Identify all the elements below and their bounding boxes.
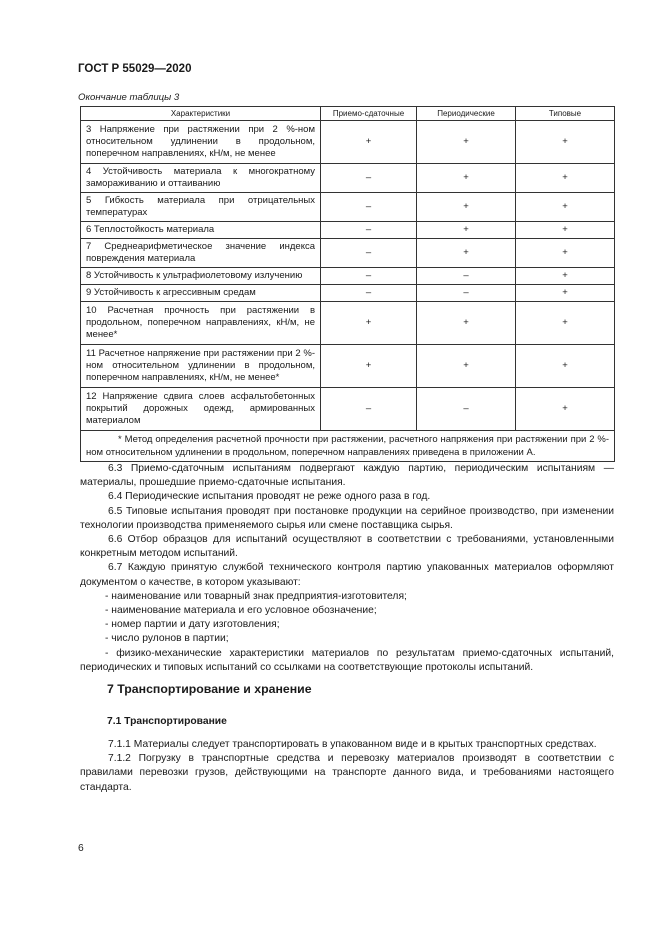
characteristic-cell: 8 Устойчивость к ультрафиолетовому излучению	[81, 268, 321, 285]
type-test-mark: +	[516, 388, 615, 431]
page-number: 6	[78, 843, 84, 854]
characteristic-cell: 11 Расчетное напряжение при растяжении при 2 %-ном относительном удлинении в продольном, поперечном направлениях, кН/м, не менее*	[81, 345, 321, 388]
section-7-text	[80, 738, 614, 795]
table-row	[81, 285, 615, 302]
list-item: - номер партии и дату изготовления;	[105, 619, 280, 631]
paragraph-6-7: 6.7 Каждую принятую службой технического контроля партию упакованных материалов оформляют документом о качестве, в котором указывают:	[80, 562, 614, 588]
column-header: Типовые	[516, 107, 615, 121]
section-6-text	[80, 462, 614, 675]
acceptance-mark: –	[321, 222, 417, 239]
column-header: Периодические	[417, 107, 516, 121]
type-test-mark: +	[516, 239, 615, 268]
type-test-mark: +	[516, 222, 615, 239]
list-item: - физико-механические характеристики материалов по результатам приемо-сдаточных испытаний, периодических и типовых испытаний со ссылками на соответствующие протоколы испытаний.	[80, 647, 614, 673]
type-test-mark: +	[516, 164, 615, 193]
periodic-mark: –	[417, 268, 516, 285]
characteristic-cell: 9 Устойчивость к агрессивным средам	[81, 285, 321, 302]
paragraph-7-1-1: 7.1.1 Материалы следует транспортировать в упакованном виде и в крытых транспортных средствах.	[108, 739, 597, 750]
characteristic-cell: 12 Напряжение сдвига слоев асфальтобетонных покрытий дорожных одежд, армированных материалом	[81, 388, 321, 431]
periodic-mark: +	[417, 239, 516, 268]
table-footnote-row	[81, 431, 615, 462]
acceptance-mark: +	[321, 121, 417, 164]
table-caption: Окончание таблицы 3	[78, 92, 180, 103]
type-test-mark: +	[516, 302, 615, 345]
list-item: - наименование материала и его условное обозначение;	[105, 605, 377, 617]
table-row	[81, 193, 615, 222]
table-row	[81, 164, 615, 193]
periodic-mark: +	[417, 302, 516, 345]
paragraph-6-3: 6.3 Приемо-сдаточным испытаниям подвергают каждую партию, периодическим испытаниям — материалы, прошедшие приемо-сдаточные испытания.	[80, 463, 614, 489]
acceptance-mark: –	[321, 164, 417, 193]
characteristics-table	[80, 106, 615, 462]
acceptance-mark: –	[321, 193, 417, 222]
characteristic-cell: 3 Напряжение при растяжении при 2 %-ном относительном удлинении в продольном, поперечном направлениях, кН/м, не менее	[81, 121, 321, 164]
acceptance-mark: –	[321, 285, 417, 302]
characteristic-cell: 6 Теплостойкость материала	[81, 222, 321, 239]
periodic-mark: +	[417, 345, 516, 388]
periodic-mark: –	[417, 388, 516, 431]
paragraph-6-4: 6.4 Периодические испытания проводят не реже одного раза в год.	[108, 491, 431, 503]
table-row	[81, 302, 615, 345]
acceptance-mark: +	[321, 345, 417, 388]
table-header-row	[81, 107, 615, 121]
acceptance-mark: +	[321, 302, 417, 345]
acceptance-mark: –	[321, 388, 417, 431]
type-test-mark: +	[516, 268, 615, 285]
list-item: - наименование или товарный знак предприятия-изготовителя;	[105, 590, 407, 602]
characteristic-cell: 10 Расчетная прочность при растяжении в продольном, поперечном направлениях, кН/м, не менее*	[81, 302, 321, 345]
characteristic-cell: 5 Гибкость материала при отрицательных температурах	[81, 193, 321, 222]
type-test-mark: +	[516, 285, 615, 302]
type-test-mark: +	[516, 121, 615, 164]
periodic-mark: +	[417, 164, 516, 193]
paragraph-6-5: 6.5 Типовые испытания проводят при постановке продукции на серийное производство, при изменении технологии производства применяемого сырья или смене поставщика сырья.	[80, 505, 614, 531]
table-row	[81, 388, 615, 431]
acceptance-mark: –	[321, 239, 417, 268]
type-test-mark: +	[516, 345, 615, 388]
periodic-mark: +	[417, 222, 516, 239]
table-row	[81, 268, 615, 285]
periodic-mark: +	[417, 193, 516, 222]
acceptance-mark: –	[321, 268, 417, 285]
characteristic-cell: 7 Среднеарифметическое значение индекса повреждения материала	[81, 239, 321, 268]
table-row	[81, 121, 615, 164]
subsection-title: 7.1 Транспортирование	[107, 716, 227, 727]
document-code-header: ГОСТ Р 55029—2020	[78, 63, 192, 75]
periodic-mark: +	[417, 121, 516, 164]
table-footnote-text: * Метод определения расчетной прочности при растяжении, расчетного напряжения при растяжении при 2 %-ном относительном удлинении в продольном, поперечном направлениях приведена в приложении А.	[86, 434, 609, 458]
list-item: - число рулонов в партии;	[105, 633, 229, 645]
table-row	[81, 222, 615, 239]
table-footnote	[81, 431, 615, 462]
paragraph-7-1-2: 7.1.2 Погрузку в транспортные средства и перевозку материалов производят в соответствии с правилами перевозки грузов, действующими на транспорте данного вида, и требованиями настоящего стандарта.	[80, 753, 614, 793]
column-header: Характеристики	[81, 107, 321, 121]
type-test-mark: +	[516, 193, 615, 222]
characteristic-cell: 4 Устойчивость материала к многократному замораживанию и оттаиванию	[81, 164, 321, 193]
column-header: Приемо-сдаточные	[321, 107, 417, 121]
paragraph-6-6: 6.6 Отбор образцов для испытаний осуществляют в соответствии с требованиями, установленными конкретным методом испытаний.	[80, 534, 614, 560]
table-row	[81, 345, 615, 388]
periodic-mark: –	[417, 285, 516, 302]
table-row	[81, 239, 615, 268]
section-title: 7 Транспортирование и хранение	[107, 682, 312, 696]
